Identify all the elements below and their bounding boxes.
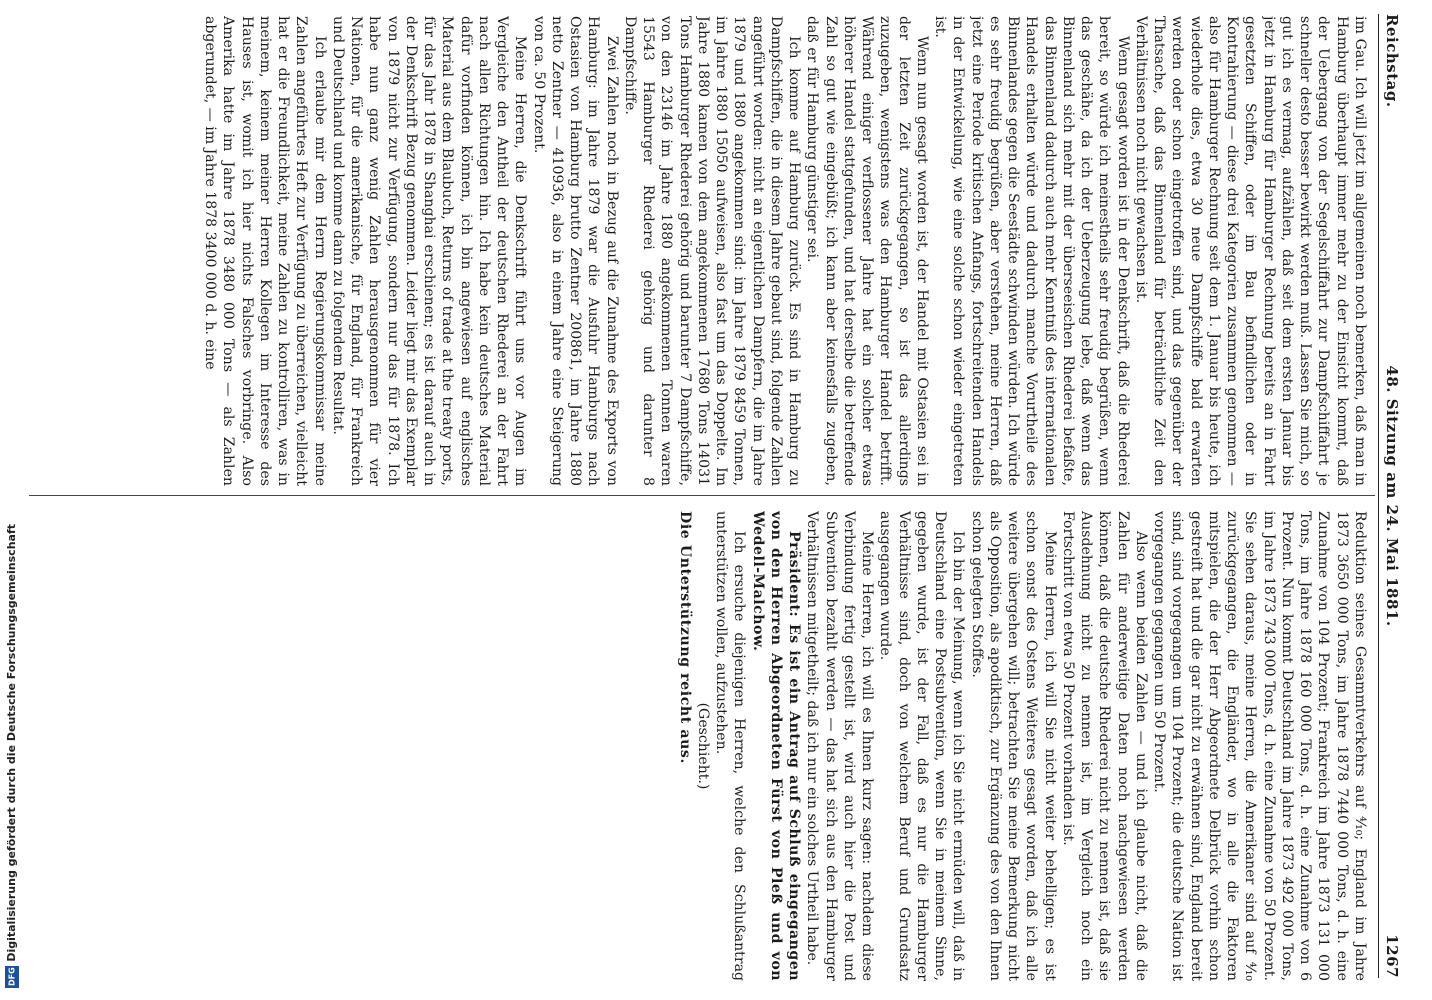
header-rule xyxy=(1378,14,1379,978)
right-column xyxy=(469,511,1369,981)
paragraph: Meine Herren, ich will Sie nicht weiter behelligen; es ist schon sonst des Ostens Weiteres gesagt worden, daß ich alle weitere übergehen will; betrachten Sie meine Bemerkung nicht als Opposition, als apodiktisch, zur Ergänzung des von den Ihnen schon gelegten Stoffes. xyxy=(968,511,1058,981)
page-number: 1267 xyxy=(1383,934,1401,978)
paragraph: Ich komme auf Hamburg zurück. Es sind in Hamburg zu Dampfschiffen, die in diesem Jahre gebaut sind, folgende Zahlen angeführt worden: nicht an eigentlichen Dampfern, die im Jahre 1879 und 1880 angekommen sind: im Jahre 1879 8459 Tonnen, im Jahre 1880 15050 aufweisen, also fast um das Doppelte. Im Jahre 1880 kamen von dem angekommenen 17680 Tons 14031 Tons Hamburger Rhederei gehörig und barunter 7 Dampfschiffe, von den 23146 im Jahre 1880 angekommenen Tonnen waren 15543 Hamburger Rhederei gehörig und darunter 8 Dampfschiffe. xyxy=(622,16,803,486)
paragraph: im Gau. Ich will jetzt im allgemeinen noch bemerken, daß man in Hamburg überhaupt immer mehr zu der Einsicht kommt, daß der Uebergang von der Segelschiffahrt zur Dampfschiffahrt je schneller desto besser bewirkt werden muß. Lassen Sie mich, so gut ich es vermag, aufzählen, daß seit dem ersten Januar bis jetzt in Hamburg für Hamburger Rechnung bereits an in Fahrt gesetzten Schiffen, oder im Bau befindlichen oder in Kontrahierung — diese drei Kategorien zusammen genommen — also für Hamburger Rechnung seit dem 1. Januar bis heute, ich wiederhole dies, etwa 30 neue Dampfschiffe bald erwarten werden oder schon eingetroffen sind, und das gegenüber der Thatsache, daß das Binnenland für beträchtliche Zeit den Verhältnissen noch nicht gewachsen ist. xyxy=(1133,16,1368,486)
paragraph: Meine Herren, die Denkschrift führt uns vor Augen im Vergleiche den Antheil der deutschen Rhederei an der Fahrt nach allen Richtungen hin. Ich habe kein deutsches Material dafür vorfinden können, ich bin angewiesen auf englisches Material aus dem Blaubuch, Returns of trade at the treaty ports, für das Jahr 1878 in Shanghai erschienen; es ist darauf auch in der Denkschrift Bezug genommen. Leider liegt mir das Exemplar von 1879 nicht zur Verfügung, sondern nur das für 1878. Ich habe nun ganz wenig Zahlen herausgenommen für vier Nationen, für die amerikanische, für England, für Frankreich und Deutschland und komme dann zu folgendem Resultat. xyxy=(330,16,529,486)
paragraph: Reduktion seines Gesammtverkehrs auf ⁴⁄₁₀; England im Jahre 1873 3650 000 Tons, im Jahre 1878 7440 000 Tons, d. h. eine Zunahme von 104 Prozent; Frankreich im Jahre 1873 131 000 Tons, im Jahre 1878 160 000 Tons, d. h. eine Zunahme von 6 Prozent. Nun kommt Deutschland im Jahre 1873 492 000 Tons, im Jahre 1873 743 000 Tons, d. h. eine Zunahme von 50 Prozent. Sie sehen daraus, meine Herren, die Amerikaner sind auf ⁴⁄₁₀ zurückgegangen, die Engländer, wo in alle die Faktoren mitspielen, die der Herr Abgeordnete Delbrück vorhin schon gestreift hat und die gar nicht zu erwähnen sind, England bereit sind, sind vorgegangen um 104 Prozent; die deutsche Nation ist vorgegangen gegangen um 50 Prozent. xyxy=(1151,511,1368,981)
paragraph: Ich bin der Meinung, wenn ich Sie nicht ermüden will, daß in Deutschland eine Postsubvention, wenn Sie in meinem Sinne, gegeben wurde, ist der Fall, daß es nur die Hamburger Verhältnisse sind, doch von welchem Beruf und Grundsatz ausgegangen wurde. xyxy=(877,511,967,981)
closing-line: Die Unterstützung reicht aus. xyxy=(676,511,693,764)
stage-direction: (Geschieht.) xyxy=(695,702,711,790)
header-session-date: 48. Sitzung am 24. Mai 1881. xyxy=(1383,365,1401,627)
paragraph: Also wenn beiden Zahlen — und ich glaube nicht, daß die Zahlen für anderweitige Daten noch nachgewiesen werden können, daß die deutsche Rhederei nicht zu nennen ist, daß sie Ausdehnung nicht zu nennen ist, im Vergleich noch ein Fortschritt von etwa 50 Prozent vorhanden ist. xyxy=(1060,511,1149,981)
president-statement: Präsident: Es ist ein Antrag auf Schluß eingegangen von den Herren Abgeordneten Fürst von Pleß und von Wedell-Malchow. xyxy=(749,511,803,981)
rotated-page xyxy=(9,6,1409,986)
header-left: Reichstag. xyxy=(1383,14,1401,108)
paragraph: Meine Herren, ich will es Ihnen kurz sagen: nachdem diese Verbindung fertig gestellt ist, wird auch hier die Post und Subvention bezahlt werden — das hat sich aus den Hamburger Verhältnissen mitgetheilt; daß ich nur ein solches Urtheil habe. xyxy=(804,511,876,981)
left-column xyxy=(29,16,1369,486)
credit-text: Digitalisierung gefördert durch die Deutsche Forschungsgemeinschaft xyxy=(5,524,18,962)
paragraph: Wenn gesagt worden ist in der Denkschrift, daß die Rhederei bereit, so würde ich meinestheils sehr freudig begrüßen, wenn das geschähe, da ich der Ueberzeugung lebe, daß wenn das Binnenland sich mehr mit der überseeischen Rhederei befaßte, das Binnenland dadurch auch mehr Kenntniß des internationalen Handels erhalten würde und dadurch manche Vorurtheile des Binnenlandes gegen die Seestädte schwinden würden. Ich würde es sehr freudig begrüßen, aber verstehen, meine Herren, daß jetzt eine Periode kritischen Anfangs, fortschreitenden Handels in der Entwickelung, wie eine solche schon wieder eingetreten ist. xyxy=(932,16,1131,486)
paragraph: Zwei Zahlen noch in Bezug auf die Zunahme des Exports von Hamburg: im Jahre 1879 war die Ausfuhr Hamburgs nach Ostasien von Hamburg brutto Zentner 200861, im Jahre 1880 netto Zentner — 410936, also in einem Jahre eine Steigerung von ca. 50 Prozent. xyxy=(530,16,620,486)
dfg-logo: DFG xyxy=(5,966,19,988)
paragraph: Ich erlaube mir dem Herrn Regierungskommissar meine Zahlen angeführtes Heft zur Verfügung zu überreichen, vielleicht hat er die Freundlichkeit, meine Zahlen zu kontrolliren, was in meinem, keinem meiner Herren Kollegen im Interesse des Hauses ist, womit ich hier nichts Falsches vorbringe. Also Amerika hatte im Jahre 1878 3480 000 Tons — als Zahlen abgerundet, — im Jahre 1878 3400 000 d. h. eine xyxy=(202,16,328,486)
paragraph: Ich ersuche diejenigen Herren, welche den Schlußantrag unterstützen wollen, aufzustehen. xyxy=(713,511,748,981)
column-divider xyxy=(29,495,1375,496)
paragraph: Wenn nun gesagt worden ist, der Handel mit Ostasien sei in der letzten Zeit zurückgegangen, so ist das allerdings zuzugeben, wenigstens was den Hamburger Handel betrifft. Während einiger verflossener Jahre hat ein solcher etwas höherer Handel stattgefunden, und hat derselbe die betreffende Zahl so gut wie eingebüßt; ich kann aber keinesfalls zugeben, daß er für Hamburg günstiger sei. xyxy=(804,16,930,486)
page-header xyxy=(1377,14,1403,978)
digitization-credit xyxy=(2,8,24,992)
